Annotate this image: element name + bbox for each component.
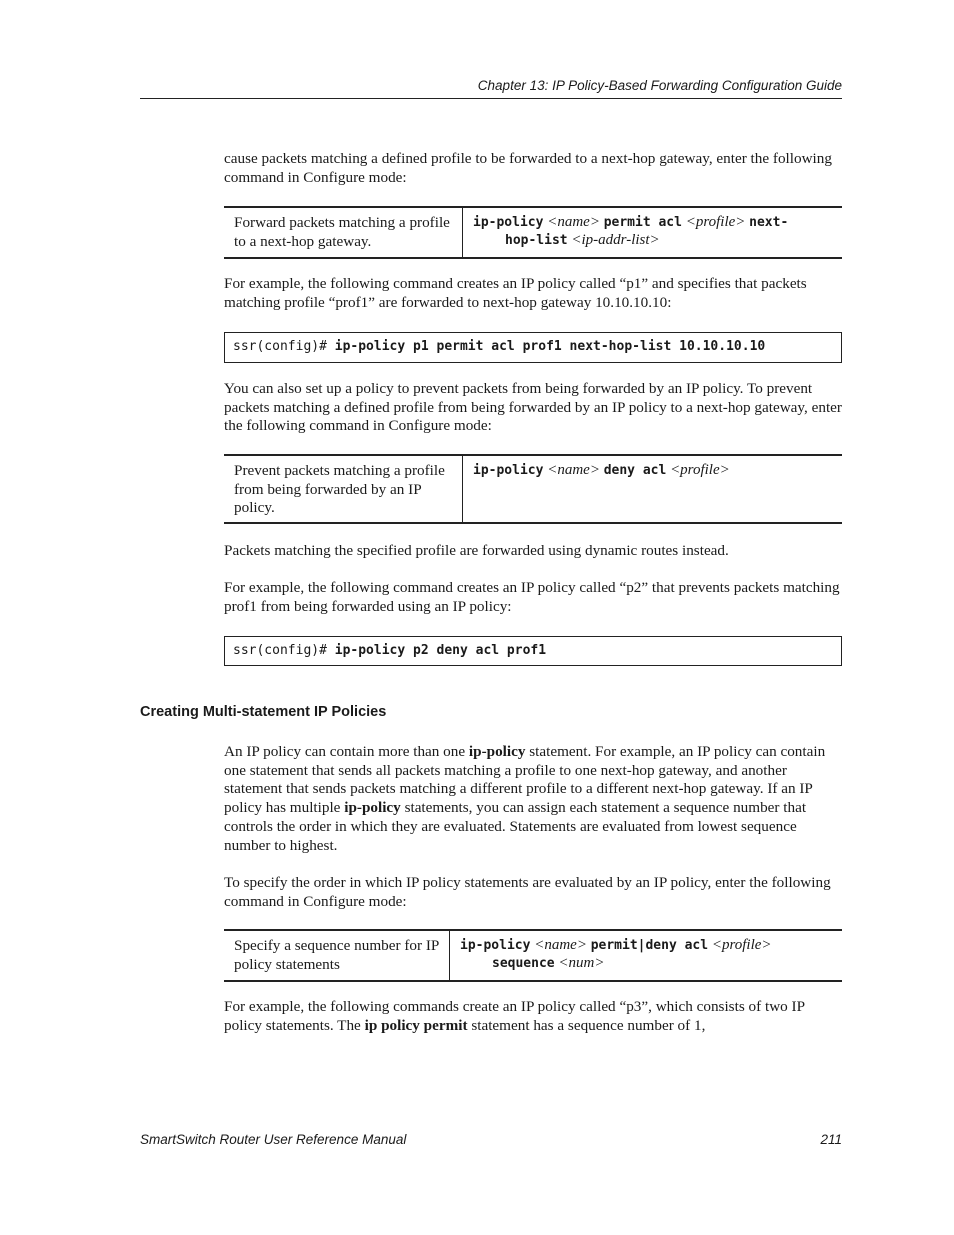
paragraph: You can also set up a policy to prevent packets from being forwarded by an IP policy. To prevent packets matching a defined profile from being forwarded by an IP policy to a next-hop gateway, enter the following command in Configure mode: <box>224 380 842 435</box>
command-syntax <box>463 456 842 522</box>
manual-title: SmartSwitch Router User Reference Manual <box>140 1132 407 1147</box>
command-syntax <box>463 208 842 257</box>
argument: <profile> <box>685 214 746 230</box>
running-header: Chapter 13: IP Policy-Based Forwarding Configuration Guide <box>140 78 842 99</box>
inline-command: ip-policy <box>344 799 401 817</box>
argument: <profile> <box>670 462 730 478</box>
argument: <name> <box>547 214 600 230</box>
keyword: permit acl <box>603 215 682 230</box>
command-table <box>224 454 842 524</box>
syntax-continuation <box>460 955 834 973</box>
paragraph: To specify the order in which IP policy statements are evaluated by an IP policy, enter the following command in Configure mode: <box>224 874 831 910</box>
keyword: permit|deny acl <box>590 938 709 953</box>
command-table <box>224 929 842 982</box>
inline-command: ip policy permit <box>364 1016 468 1034</box>
command-syntax <box>450 931 842 980</box>
keyword: sequence <box>492 955 555 971</box>
code-example <box>224 332 842 363</box>
cli-prompt: ssr(config)# <box>233 643 335 658</box>
code-example <box>224 636 842 666</box>
paragraph: For example, the following command creates an IP policy called “p1” and specifies that packets matching profile “prof1” are forwarded to next-hop gateway 10.10.10.10: <box>224 275 807 311</box>
argument: <num> <box>558 954 605 971</box>
keyword: ip-policy <box>473 463 544 478</box>
argument: <profile> <box>711 937 772 953</box>
paragraph: An IP policy can contain more than one ip-policy statement. For example, an IP policy can contain one statement that sends all packets matching a profile to one next-hop gateway, and another statement that sends packets matching a different profile to a different next-hop gateway. If an IP policy has multiple ip-policy statements, you can assign each statement a sequence number that controls the order in which they are evaluated. Statements are evaluated from lowest sequence number to highest. <box>224 743 826 854</box>
paragraph: cause packets matching a defined profile to be forwarded to a next-hop gateway, enter the following command in Configure mode: <box>224 150 832 186</box>
syntax-continuation <box>473 232 834 250</box>
cli-command: ip-policy p1 permit acl prof1 next-hop-list 10.10.10.10 <box>334 339 766 354</box>
keyword: next- <box>749 215 789 230</box>
keyword: deny acl <box>603 463 667 478</box>
keyword: ip-policy <box>473 215 544 230</box>
argument: <name> <box>534 937 587 953</box>
command-description: Specify a sequence number for IP policy statements <box>224 931 450 980</box>
cli-command: ip-policy p2 deny acl prof1 <box>334 643 547 658</box>
paragraph: For example, the following command creates an IP policy called “p2” that prevents packets matching prof1 from being forwarded using an IP policy: <box>224 579 840 615</box>
paragraph: Packets matching the specified profile are forwarded using dynamic routes instead. <box>224 542 729 559</box>
command-description: Prevent packets matching a profile from being forwarded by an IP policy. <box>224 456 463 522</box>
cli-prompt: ssr(config)# <box>233 339 335 354</box>
keyword: ip-policy <box>460 938 531 953</box>
command-table <box>224 206 842 259</box>
argument: <ip-addr-list> <box>571 231 660 248</box>
command-description: Forward packets matching a profile to a next-hop gateway. <box>224 208 463 257</box>
paragraph: For example, the following commands create an IP policy called “p3”, which consists of two IP policy statements. The ip policy permit statement has a sequence number of 1, <box>224 998 805 1034</box>
page-number: 211 <box>820 1132 842 1147</box>
inline-command: ip-policy <box>468 743 526 760</box>
section-heading: Creating Multi-statement IP Policies <box>140 704 387 720</box>
keyword: hop-list <box>505 232 568 248</box>
page-footer <box>140 1132 842 1147</box>
argument: <name> <box>547 462 600 478</box>
